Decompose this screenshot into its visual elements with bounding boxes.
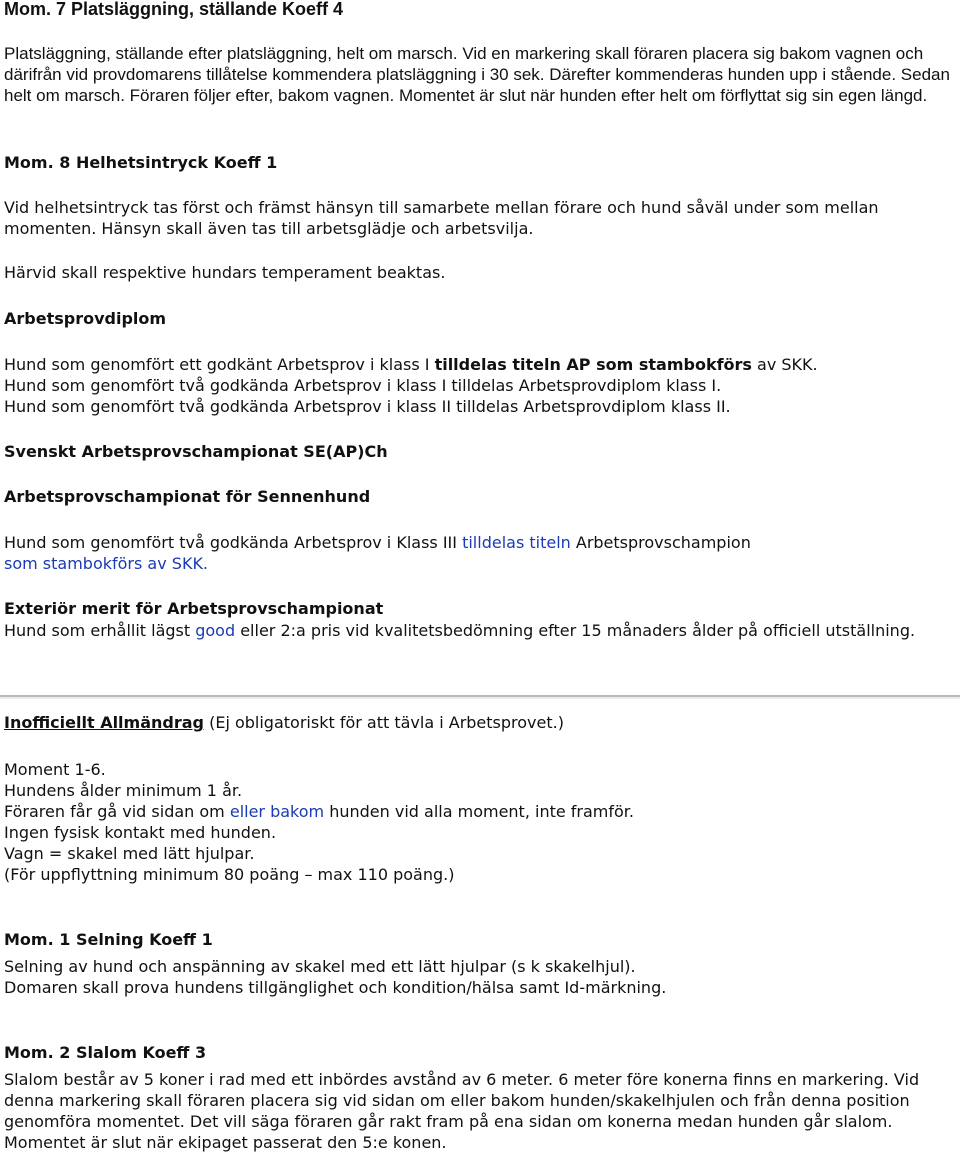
champ-heading-1: Svenskt Arbetsprovschampionat SE(AP)Ch [4, 442, 388, 461]
inoff-line-1: Moment 1-6. [4, 760, 106, 779]
mom1-line-1: Selning av hund och anspänning av skakel med ett lätt hjulpar (s k skakelhjul). [4, 957, 636, 976]
mom1-title: Mom. 1 Selning Koeff 1 [4, 930, 213, 949]
inoff-line-3: Föraren får gå vid sidan om eller bakom hunden vid alla moment, inte framför. [4, 802, 634, 821]
eller-bakom-link[interactable]: eller bakom [229, 802, 325, 821]
mom8-paragraph-2: Härvid skall respektive hundars temperament beaktas. [4, 263, 446, 282]
ap-title-text: tilldelas titeln AP som stambokförs [434, 355, 752, 374]
mom8-title: Mom. 8 Helhetsintryck Koeff 1 [4, 153, 278, 172]
mom2-body: Slalom består av 5 koner i rad med ett inbördes avstånd av 6 meter. 6 meter före konerna finns en markering. Vid denna markering skall föraren placera sig vid sidan om eller bakom hunden/skakelhjulen och från denna position genomföra momentet. Det vill säga föraren går rakt fram på ena sidan om konerna medan hunden går slalom. Momentet är slut när ekipaget passerat den 5:e konen. [4, 1070, 920, 1152]
mom1-text [4, 956, 954, 998]
mom1-line-2: Domaren skall prova hundens tillgänglighet och kondition/hälsa samt Id-märkning. [4, 978, 667, 997]
mom8-paragraph-1: Vid helhetsintryck tas först och främst hänsyn till samarbete mellan förare och hund såväl under som mellan momenten. Hänsyn skall även tas till arbetsglädje och arbetsvilja. [4, 198, 879, 238]
champ-stambok-link[interactable]: som stambokförs av SKK. [4, 554, 209, 573]
inoff-line-4: Ingen fysisk kontakt med hunden. [4, 823, 277, 842]
diplom-list [4, 354, 954, 417]
diplom-heading: Arbetsprovdiplom [4, 309, 167, 328]
mom7-body: Platsläggning, ställande efter platsläggning, helt om marsch. Vid en markering skall föraren placera sig bakom vagnen och därifrån vid provdomarens tillåtelse kommendera platsläggning i 30 sek. Därefter kommenderas hunden upp i stående. Sedan helt om marsch. Föraren följer efter, bakom vagnen. Momentet är slut när hunden efter helt om förflyttat sig sin egen längd. [4, 44, 950, 105]
champ-title-link[interactable]: tilldelas titeln [462, 533, 571, 552]
inoff-heading: Inofficiellt Allmändrag [4, 713, 204, 732]
inoff-heading-note: (Ej obligatoriskt för att tävla i Arbetsprovet.) [204, 713, 564, 732]
mom2-title: Mom. 2 Slalom Koeff 3 [4, 1043, 207, 1062]
exterior-text: Hund som erhållit lägst good eller 2:a pris vid kvalitetsbedömning efter 15 månaders ålder på officiell utställning. [4, 621, 916, 640]
inoff-line-5: Vagn = skakel med lätt hjulpar. [4, 844, 255, 863]
diplom-line-1: Hund som genomfört ett godkänt Arbetsprov i klass I tilldelas titeln AP som stambokförs av SKK. [4, 355, 818, 374]
inoff-heading-line [4, 712, 954, 733]
champ-heading-2: Arbetsprovschampionat för Sennenhund [4, 487, 371, 506]
horizontal-divider [0, 695, 960, 699]
inoff-line-6: (För uppflyttning minimum 80 poäng – max 110 poäng.) [4, 865, 455, 884]
diplom-line-2: Hund som genomfört två godkända Arbetsprov i klass I tilldelas Arbetsprovdiplom klass I. [4, 376, 722, 395]
good-link[interactable]: good [195, 621, 236, 640]
inoff-list [4, 759, 954, 885]
champ-text: Hund som genomfört två godkända Arbetsprov i Klass III tilldelas titeln Arbetsprovschampion som stambokförs av SKK. [4, 532, 954, 574]
inoff-line-2: Hundens ålder minimum 1 år. [4, 781, 243, 800]
exterior-heading: Exteriör merit för Arbetsprovschampionat [4, 599, 384, 618]
mom7-title: Mom. 7 Platsläggning, ställande Koeff 4 [4, 0, 344, 19]
diplom-line-3: Hund som genomfört två godkända Arbetsprov i klass II tilldelas Arbetsprovdiplom klass II. [4, 397, 731, 416]
